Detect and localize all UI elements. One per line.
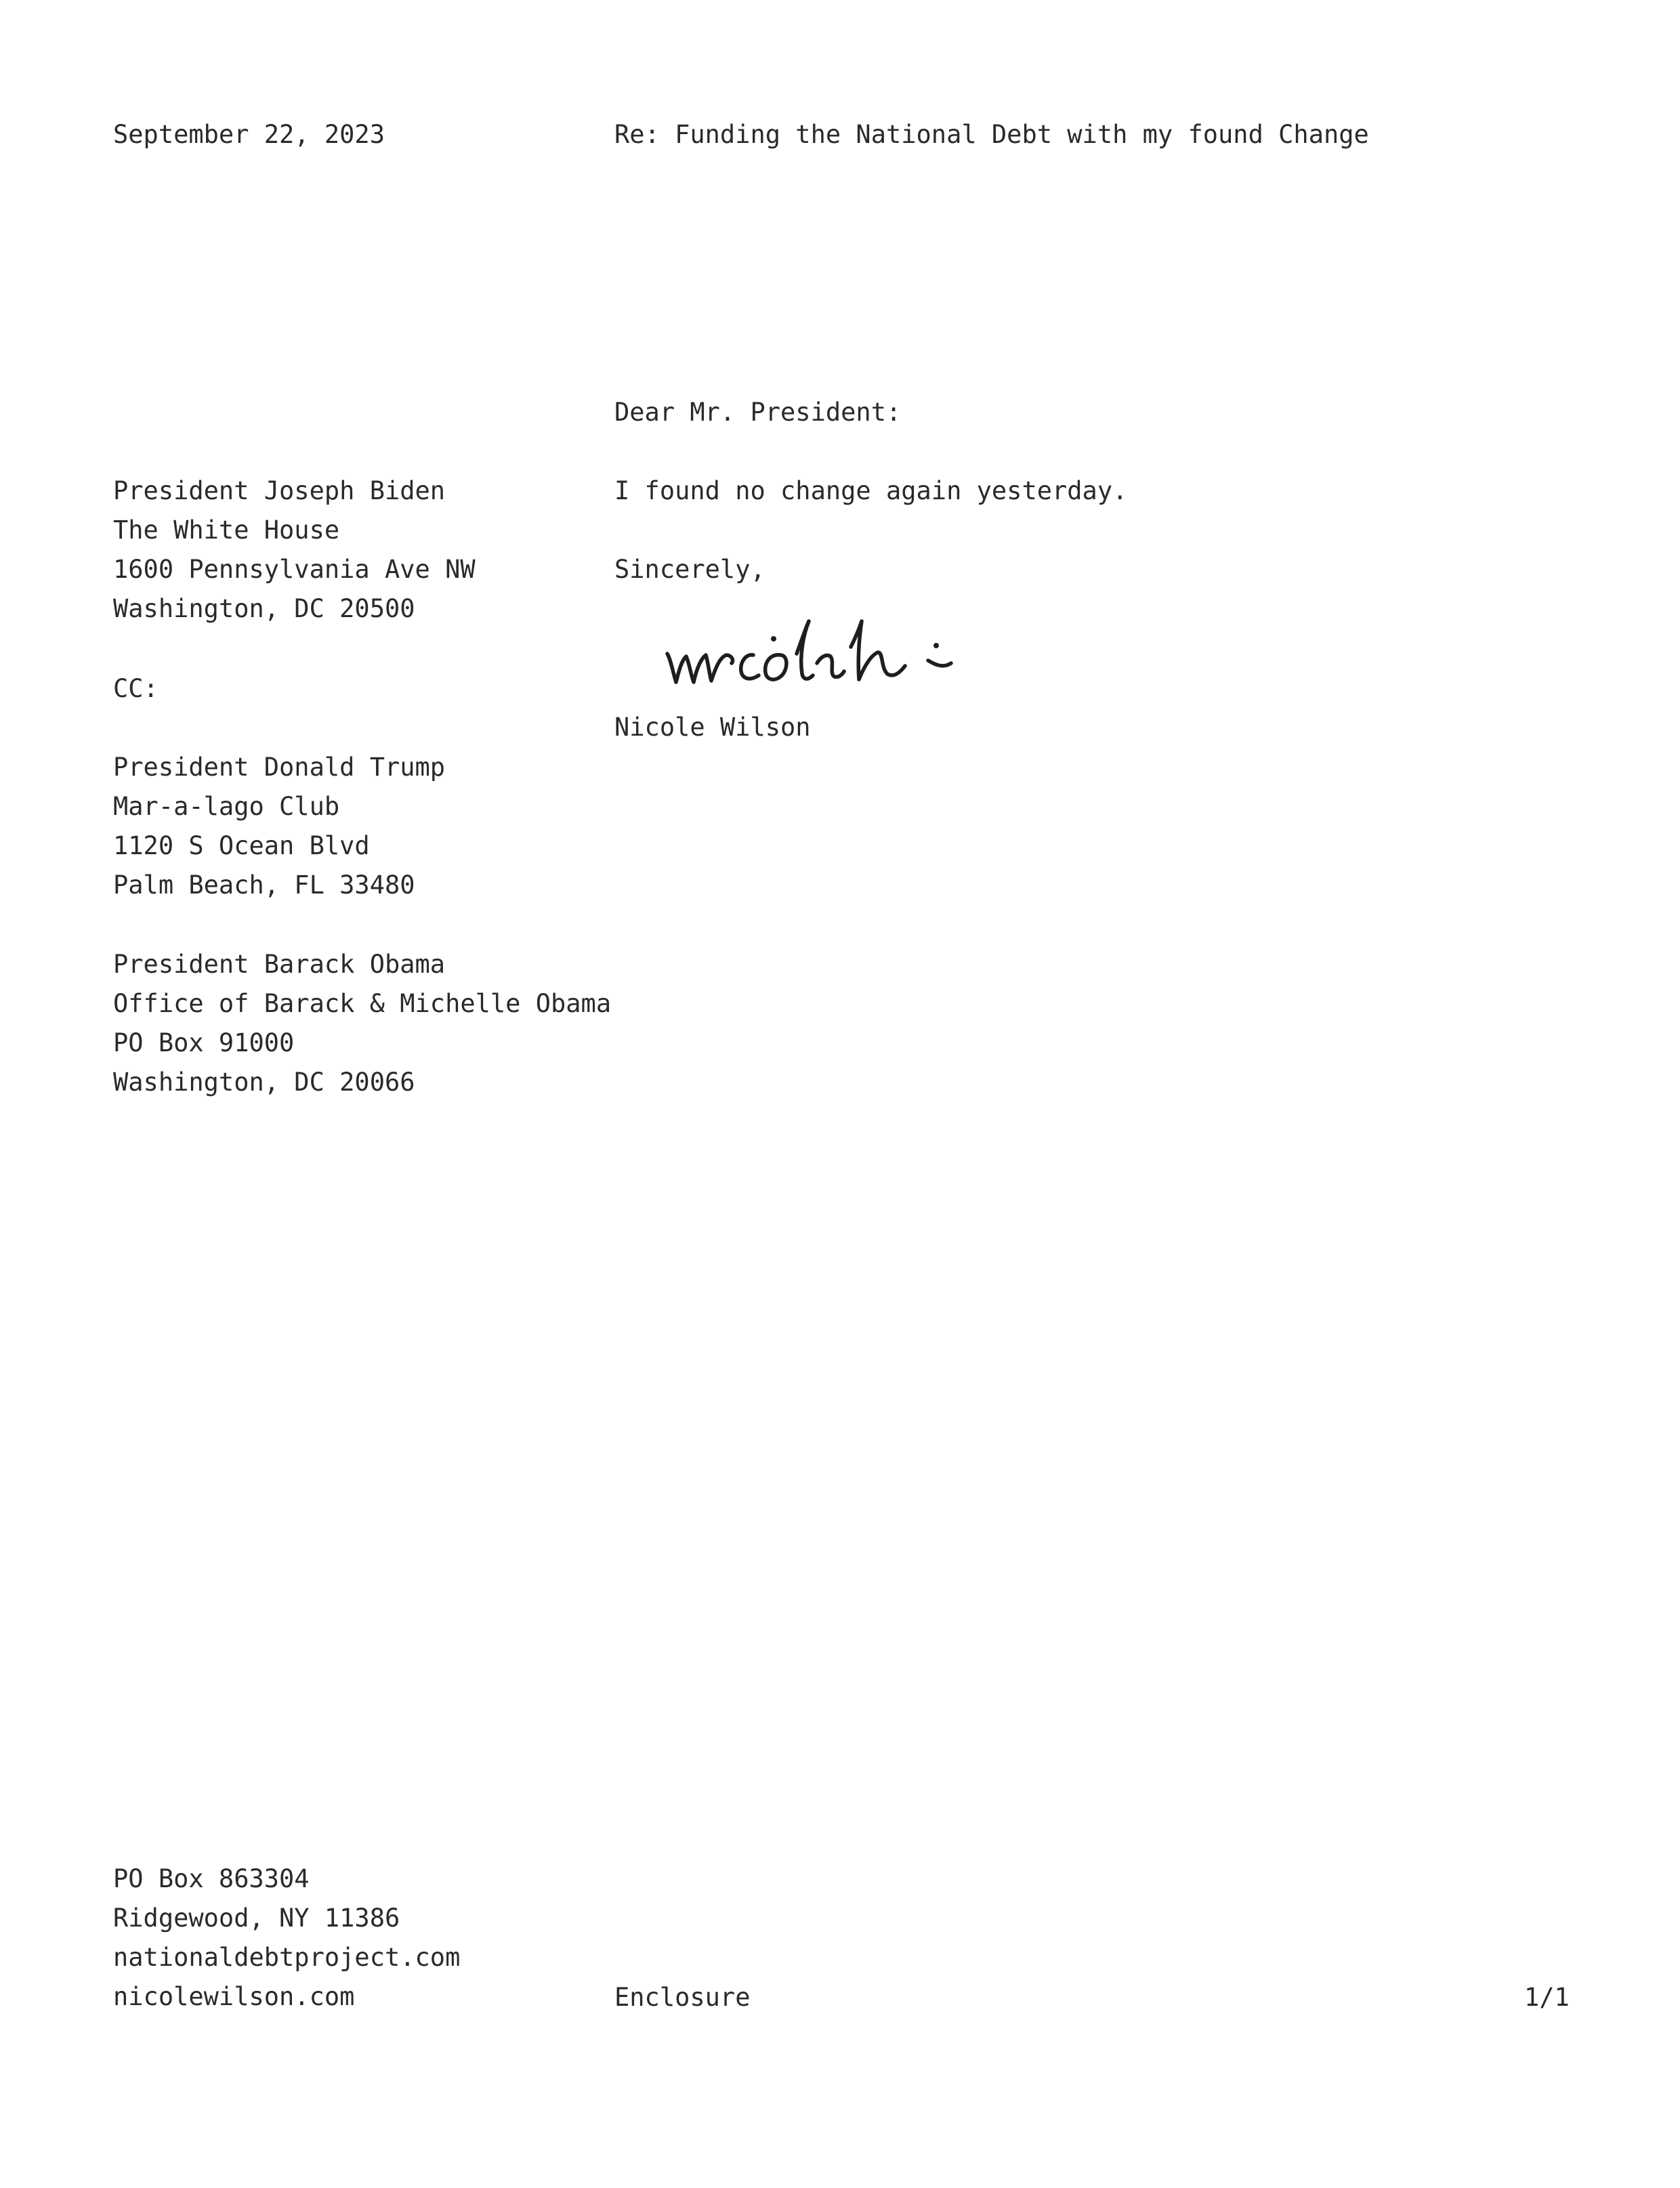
sender-address [113,1859,460,2017]
letter-body: I found no change again yesterday. [614,476,1128,505]
address-line: The White House [113,516,340,545]
sender-website[interactable]: nicolewilson.com [113,1982,355,2011]
letter-date: September 22, 2023 [113,120,385,149]
cc-address [113,945,611,1102]
sender-line: Ridgewood, NY 11386 [113,1903,400,1933]
letter-subject: Re: Funding the National Debt with my found Change [614,120,1369,149]
address-line: Palm Beach, FL 33480 [113,870,415,900]
address-line: Mar-a-lago Club [113,792,340,821]
address-line: 1120 S Ocean Blvd [113,831,370,860]
salutation: Dear Mr. President: [614,398,902,427]
sender-line: PO Box 863304 [113,1864,310,1893]
address-line: PO Box 91000 [113,1028,295,1057]
signer-name: Nicole Wilson [614,713,811,742]
sender-website[interactable]: nationaldebtproject.com [113,1943,461,1972]
address-line: Office of Barack & Michelle Obama [113,989,612,1018]
address-line: President Barack Obama [113,950,446,979]
address-line: 1600 Pennsylvania Ave NW [113,555,476,584]
page-number: 1/1 [1524,1983,1570,2012]
handwritten-signature [664,606,982,701]
cc-label: CC: [113,674,159,703]
recipient-address [113,471,476,629]
address-line: President Donald Trump [113,753,446,782]
closing: Sincerely, [614,555,765,584]
address-line: Washington, DC 20500 [113,594,415,623]
address-line: President Joseph Biden [113,476,446,505]
cc-address [113,748,445,905]
enclosure-note: Enclosure [614,1983,751,2012]
address-line: Washington, DC 20066 [113,1068,415,1097]
